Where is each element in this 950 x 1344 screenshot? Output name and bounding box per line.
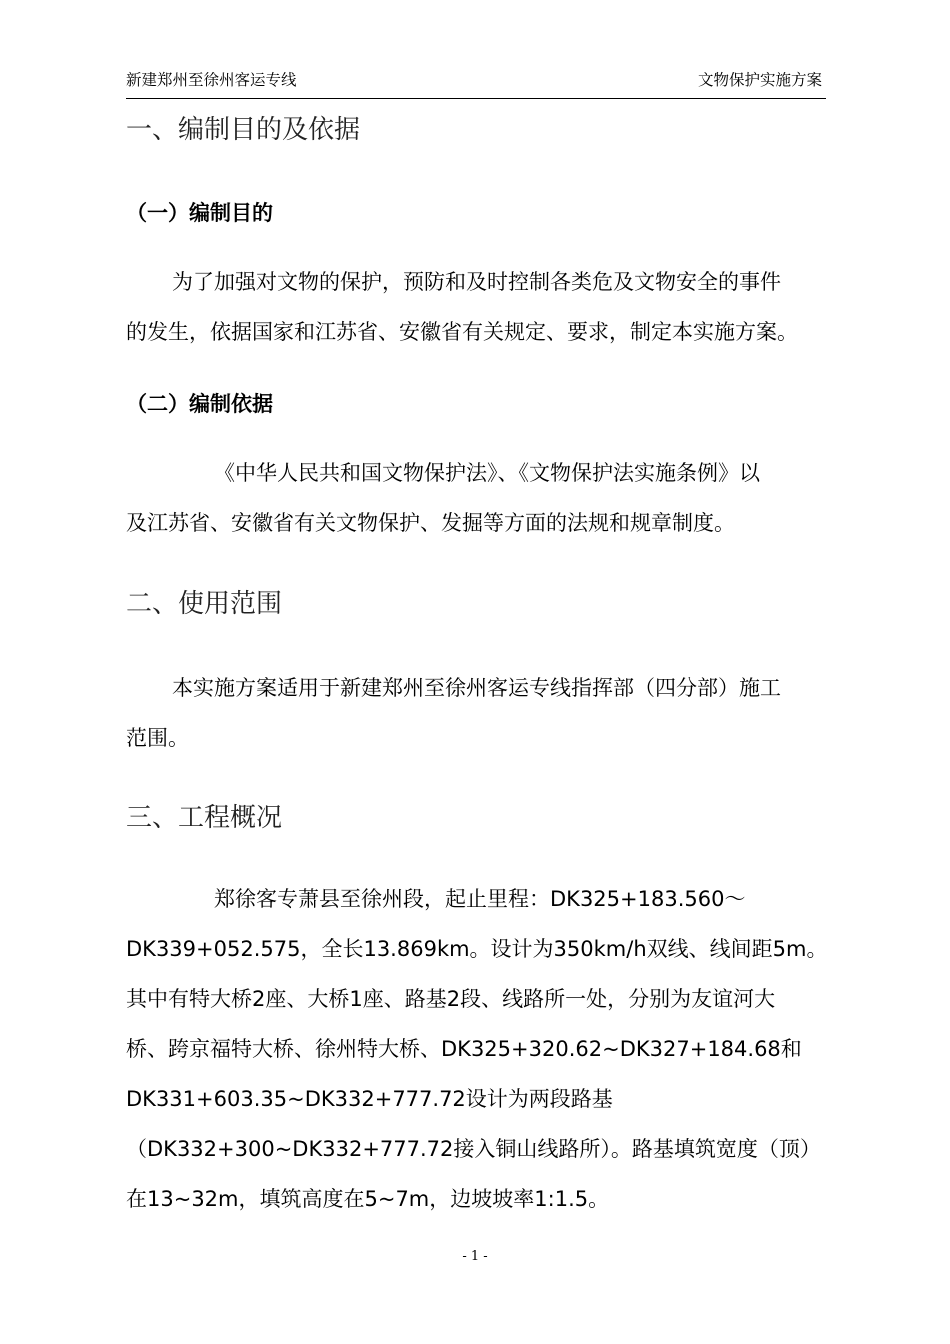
paragraph-line: DK331+603.35~DK332+777.72设计为两段路基 xyxy=(126,1087,613,1111)
section-3-heading: 三、工程概况 xyxy=(126,803,283,833)
paragraph-line: 其中有特大桥2座、大桥1座、路基2段、线路所一处，分别为友谊河大 xyxy=(126,987,776,1011)
paragraph-line: 桥、跨京福特大桥、徐州特大桥、DK325+320.62~DK327+184.68和 xyxy=(126,1037,802,1061)
paragraph-line: 及江苏省、安徽省有关文物保护、发掘等方面的法规和规章制度。 xyxy=(126,511,735,535)
paragraph-line: 《中华人民共和国文物保护法》、《文物保护法实施条例》以 xyxy=(214,461,760,485)
paragraph-line: （DK332+300~DK332+777.72接入铜山线路所）。路基填筑宽度（顶） xyxy=(126,1137,821,1161)
header-right-title: 文物保护实施方案 xyxy=(697,71,822,89)
paragraph-line: 的发生，依据国家和江苏省、安徽省有关规定、要求，制定本实施方案。 xyxy=(126,320,798,344)
section-2-heading: 二、使用范围 xyxy=(126,589,283,619)
paragraph-line: 为了加强对文物的保护，预防和及时控制各类危及文物安全的事件 xyxy=(172,270,781,294)
paragraph-line: 在13~32m，填筑高度在5~7m，边坡坡率1:1.5。 xyxy=(126,1187,610,1211)
page-header xyxy=(126,64,826,99)
subsection-1-1-heading: （一）编制目的 xyxy=(126,201,273,225)
section-1-heading: 一、编制目的及依据 xyxy=(126,115,361,145)
paragraph-line: 本实施方案适用于新建郑州至徐州客运专线指挥部（四分部）施工 xyxy=(172,676,781,700)
paragraph-line: DK339+052.575，全长13.869km。设计为350km/h双线、线间距5m。 xyxy=(126,937,828,961)
paragraph-line: 范围。 xyxy=(126,726,189,750)
paragraph-line: 郑徐客专萧县至徐州段，起止里程：DK325+183.560～ xyxy=(214,887,746,911)
page-number: - 1 - xyxy=(462,1249,488,1264)
subsection-1-2-heading: （二）编制依据 xyxy=(126,392,273,416)
header-left-title: 新建郑州至徐州客运专线 xyxy=(126,71,297,89)
